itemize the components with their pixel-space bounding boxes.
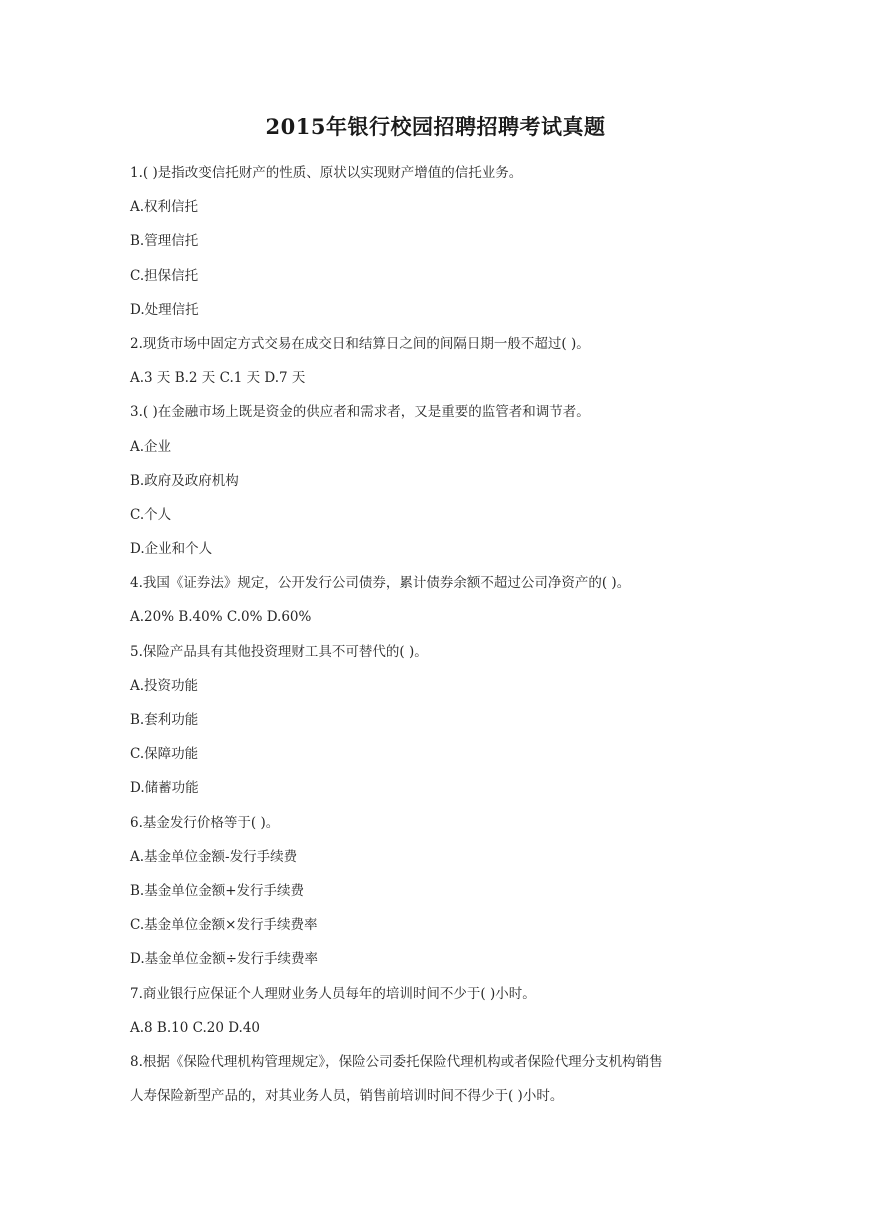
q1-stem: 1.( )是指改变信托财产的性质、原状以实现财产增值的信托业务。: [130, 165, 523, 181]
q7-stem: 7.商业银行应保证个人理财业务人员每年的培训时间不少于( )小时。: [130, 985, 536, 1002]
q5-stem: 5.保险产品具有其他投资理财工具不可替代的( )。: [130, 643, 428, 660]
q5-option-c: C.保障功能: [130, 746, 199, 763]
q2-stem: 2.现货市场中固定方式交易在成交日和结算日之间的间隔日期一般不超过( )。: [130, 335, 590, 352]
q5-option-b: B.套利功能: [130, 712, 199, 728]
q6-option-d: D.基金单位金额÷发行手续费率: [130, 951, 318, 968]
q3-option-b: B.政府及政府机构: [130, 472, 239, 489]
q1-option-a: A.权利信托: [130, 199, 199, 216]
q6-stem: 6.基金发行价格等于( )。: [130, 814, 280, 831]
q1-option-d: D.处理信托: [130, 301, 199, 318]
q6-option-b: B.基金单位金额+发行手续费: [130, 882, 305, 899]
q1-option-c: C.担保信托: [130, 267, 199, 284]
q3-option-a: A.企业: [130, 438, 172, 455]
q4-options: A.20% B.40% C.0% D.60%: [130, 609, 312, 626]
q8-stem-line-2: 人寿保险新型产品的，对其业务人员，销售前培训时间不得少于( )小时。: [130, 1088, 564, 1105]
q5-option-d: D.储蓄功能: [130, 780, 199, 797]
q6-option-a: A.基金单位金额-发行手续费: [130, 848, 298, 865]
page-title: 2015年银行校园招聘招聘考试真题: [265, 114, 606, 139]
q4-stem: 4.我国《证券法》规定，公开发行公司债券，累计债券余额不超过公司净资产的( )。: [130, 575, 631, 592]
q3-option-d: D.企业和个人: [130, 541, 213, 558]
q3-option-c: C.个人: [130, 506, 172, 523]
question-list: [130, 156, 741, 1113]
q2-options: A.3 天 B.2 天 C.1 天 D.7 天: [130, 370, 306, 387]
q6-option-c: C.基金单位金额×发行手续费率: [130, 917, 318, 934]
q8-stem-line-1: 8.根据《保险代理机构管理规定》，保险公司委托保险代理机构或者保险代理分支机构销售: [130, 1053, 663, 1070]
q1-option-b: B.管理信托: [130, 233, 199, 250]
q5-option-a: A.投资功能: [130, 677, 199, 694]
q7-options: A.8 B.10 C.20 D.40: [130, 1019, 261, 1036]
q3-stem: 3.( )在金融市场上既是资金的供应者和需求者，又是重要的监管者和调节者。: [130, 404, 590, 421]
